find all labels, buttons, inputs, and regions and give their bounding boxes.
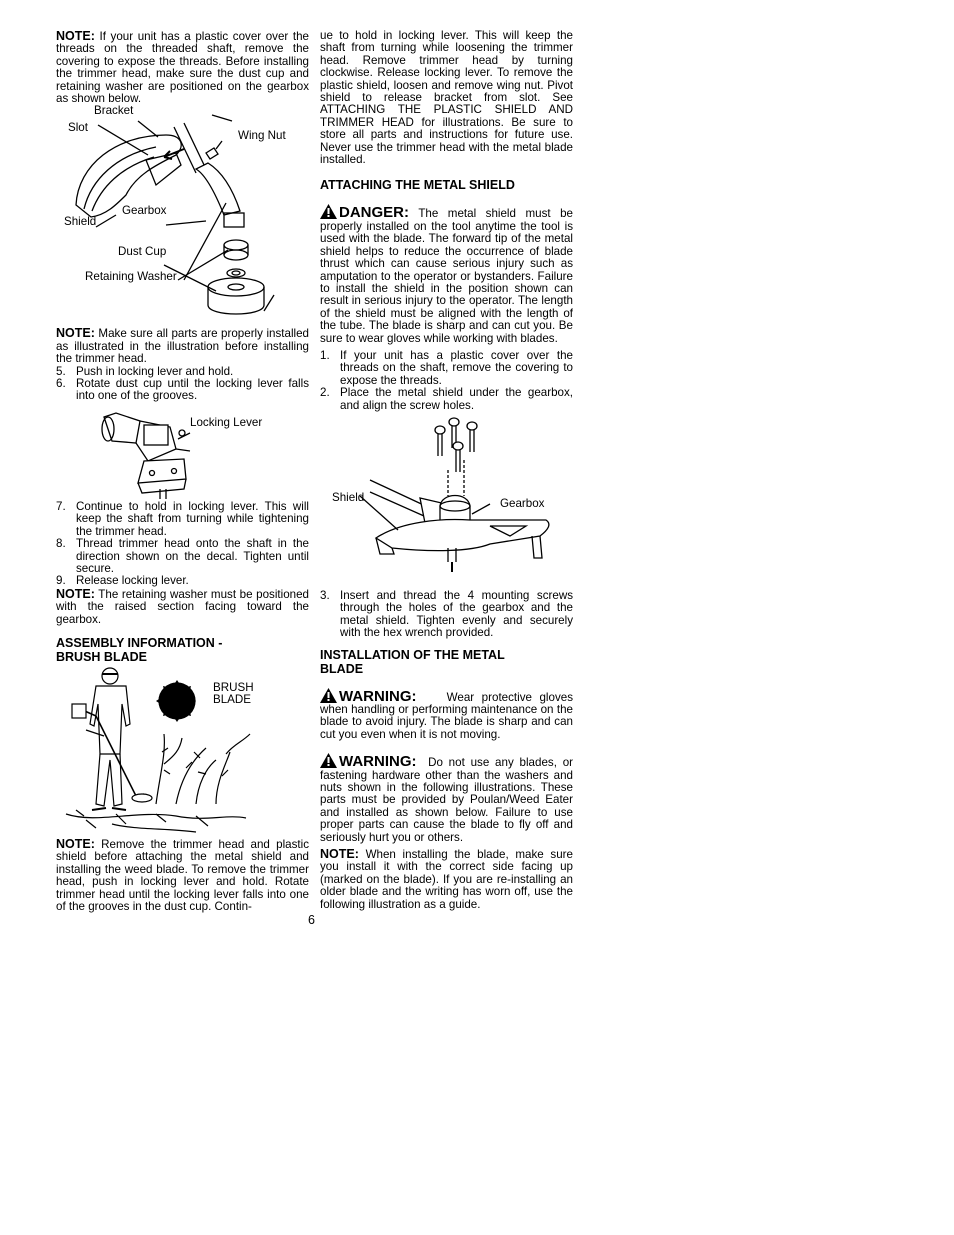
step-text: Release locking lever. [76, 574, 189, 588]
step-number: 7. [56, 499, 66, 513]
step-text: Push in locking lever and hold. [76, 364, 234, 378]
note-text: Make sure all parts are properly installed as illustrated in the illustration before installing the trimmer head. [56, 327, 309, 366]
step-number: 3. [320, 588, 330, 602]
heading-line: INSTALLATION OF THE METAL [320, 647, 505, 662]
dust-cup-label: Dust Cup [118, 245, 167, 259]
locking-lever-figure [56, 403, 309, 501]
step-number: 8. [56, 537, 66, 551]
step-number: 5. [56, 364, 66, 378]
left-column [56, 30, 309, 913]
metal-shield-figure [320, 412, 573, 590]
shield-label: Shield [332, 490, 365, 504]
wing-nut-label: Wing Nut [238, 129, 286, 143]
page-number: 6 [308, 913, 315, 927]
danger-alert-icon [320, 204, 337, 219]
step-number: 6. [56, 377, 66, 391]
note-label: NOTE: [56, 586, 95, 601]
step-text: Continue to hold in locking lever. This will keep the shaft from turning while tightening the trimmer head. [76, 499, 309, 538]
step-text: Thread trimmer head onto the shaft in the direction shown on the decal. Tighten until secure. [76, 537, 309, 575]
note-3 [56, 588, 309, 626]
note-text: When installing the blade, make sure you install it with the correct side facing up (marked on the blade). If you are re-installing an older blade and the writing has worn off, use the following illustration as a guide. [320, 848, 573, 911]
warning-notice-2 [320, 753, 573, 844]
step-text: If your unit has a plastic cover over the threads on the shaft, remove the covering to expose the threads. [340, 348, 573, 387]
brush-blade-figure [56, 664, 309, 836]
trimmer-head-assembly-figure [56, 105, 309, 319]
note-label: NOTE: [56, 326, 95, 341]
heading-line: BLADE [320, 661, 364, 676]
warning-label: WARNING: [339, 753, 417, 771]
bracket-label: Bracket [94, 104, 134, 118]
step-item [320, 590, 573, 640]
note-1 [56, 30, 309, 105]
warning-alert-icon [320, 688, 337, 703]
step-text: Place the metal shield under the gearbox, and align the screw holes. [340, 386, 573, 412]
shield-label: Shield [64, 215, 97, 229]
note-text: The retaining washer must be positioned with the raised section facing toward the gearbox. [56, 587, 310, 626]
step-text: Insert and thread the 4 mounting screws through the holes of the gearbox and the metal shield. Tighten evenly and securely with the hex wrench provided. [340, 588, 573, 640]
right-column [320, 30, 573, 911]
note-4 [56, 838, 309, 913]
retaining-washer-label: Retaining Washer [85, 270, 177, 284]
heading-installation-metal-blade [320, 648, 573, 676]
step-item [56, 501, 309, 538]
heading-line: ASSEMBLY INFORMATION - [56, 635, 223, 650]
label-line: BLADE [213, 692, 252, 706]
step-3 [320, 590, 573, 640]
step-number: 1. [320, 348, 330, 362]
step-item [56, 378, 309, 403]
step-number: 9. [56, 574, 66, 588]
note-label: NOTE: [56, 29, 95, 43]
danger-text: The metal shield must be properly installed on the tool anytime the tool is used with the blade. The forward tip of the metal shield helps to reduce the occurrence of blade thrust which can cause serious injury such as amputation to the operator or bystanders. Failure to install the shield in the position shown can result in serious injury to the operator. The length of the shield must be aligned with the length of the tube. The blade is sharp and can cut you. Be sure to wear gloves while working with blades. [320, 207, 573, 345]
note-5 [320, 848, 573, 911]
steps-1-2 [320, 350, 573, 412]
gearbox-label: Gearbox [500, 496, 545, 510]
heading-assembly-brush-blade [56, 636, 309, 664]
locking-lever-label: Locking Lever [190, 415, 263, 429]
danger-notice [320, 204, 573, 344]
steps-7-9 [56, 501, 309, 588]
heading-attaching-metal-shield: ATTACHING THE METAL SHIELD [320, 178, 515, 193]
note-text: If your unit has a plastic cover over the threads on the threaded shaft, remove the covering to expose the threads. Before installing the trimmer head, make sure the dust cup and retaining washer are positioned on the gearbox as shown below. [56, 30, 309, 106]
brush-blade-label [213, 682, 254, 706]
step-item [56, 575, 309, 587]
slot-label: Slot [68, 121, 88, 135]
step-item [56, 538, 309, 575]
note-label: NOTE: [320, 847, 359, 862]
heading-line: BRUSH BLADE [56, 649, 147, 664]
steps-5-6 [56, 366, 309, 403]
warning-notice-1 [320, 688, 573, 742]
step-item [320, 350, 573, 387]
step-number: 2. [320, 386, 330, 400]
gearbox-label: Gearbox [122, 204, 167, 218]
note-2 [56, 327, 309, 365]
step-item [320, 387, 573, 412]
note-text: Remove the trimmer head and plastic shield before attaching the metal shield and installing the weed blade. To remove the trimmer head, push in locking lever and hold. Rotate trimmer head until the locking lever falls into one of the grooves in the dust cup. Contin- [56, 837, 309, 913]
note-label: NOTE: [56, 836, 95, 851]
warning-alert-icon [320, 753, 337, 768]
warning-text: Wear protective gloves when handling or performing maintenance on the blade to avoid injury. The blade is sharp and can cut you even when it is not moving. [320, 690, 573, 741]
operator-with-brush-blade-drawing [56, 664, 309, 836]
continued-paragraph: ue to hold in locking lever. This will keep the shaft from turning while loosening the trimmer head. Remove trimmer head by turning clockwise. Release locking lever. To remove the plastic shield, loosen and remove wing nut. Pivot shield to release bracket from slot. See ATTACHING THE PLASTIC SHIELD AND TRIMMER HEAD for illustrations. Be sure to store all parts and instructions for future use. Never use the trimmer head with the metal blade installed. [320, 29, 573, 167]
step-text: Rotate dust cup until the locking lever falls into one of the grooves. [76, 377, 309, 403]
warning-text: Do not use any blades, or fastening hardware other than the washers and nuts shown in the following illustrations. These parts must be provided by Poulan/Weed Eater and installed as shown below. Failure to use proper parts can cause the blade to fly off and seriously hurt you or others. [320, 756, 574, 844]
danger-label: DANGER: [339, 204, 409, 222]
warning-label: WARNING: [339, 687, 417, 705]
label-line: BRUSH [213, 680, 254, 694]
locking-lever-drawing [56, 403, 309, 501]
